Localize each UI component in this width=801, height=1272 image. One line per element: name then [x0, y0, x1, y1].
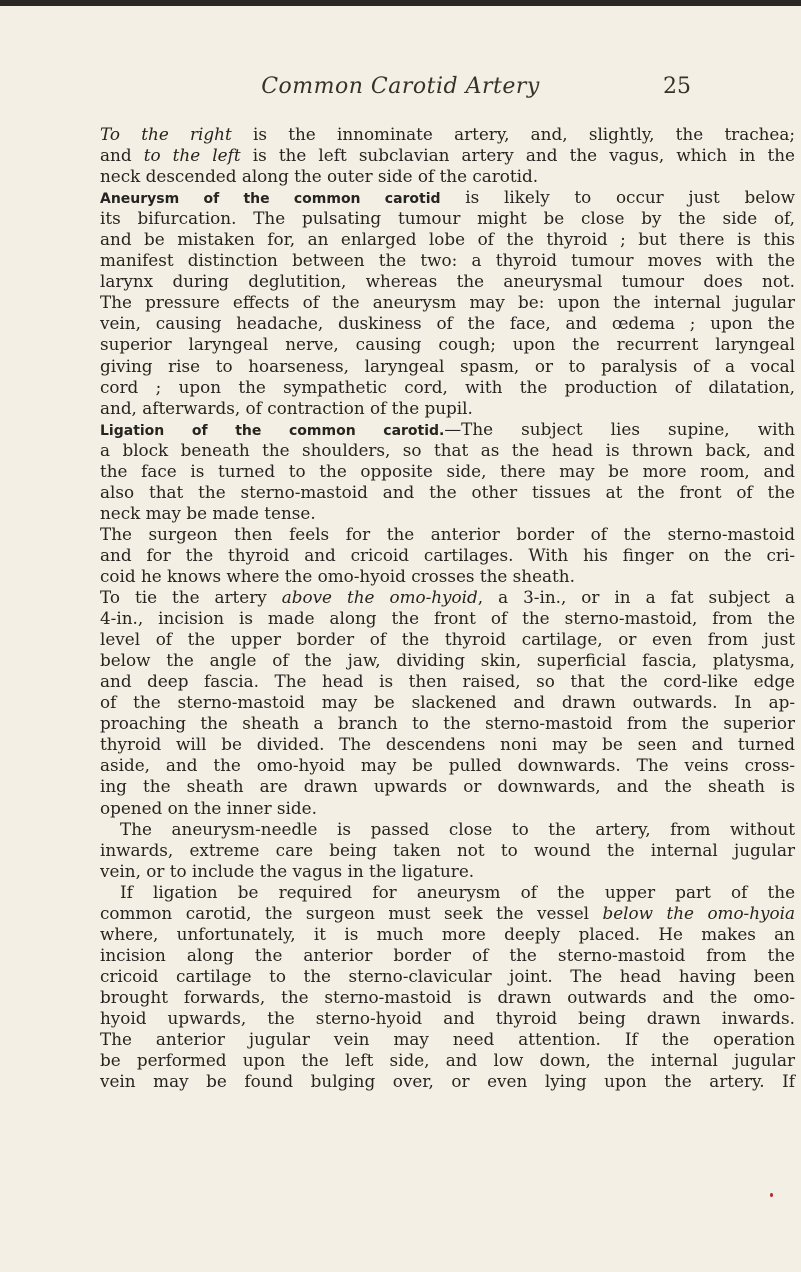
text-span: common carotid, the surgeon must seek the vessel [100, 902, 603, 923]
text-line: and, afterwards, of contraction of the pupil. [100, 397, 473, 418]
text-line: the face is turned to the opposite side, there may be more room, and [100, 460, 795, 481]
text-line: manifest distinction between the two: a thyroid tumour moves with the [100, 250, 795, 271]
text-line: The surgeon then feels for the anterior border of the sterno-mastoid [100, 523, 795, 544]
text-line: neck descended along the outer side of the carotid. [100, 166, 539, 187]
text-span: is likely to occur just below [440, 187, 795, 208]
italic-phrase: to the left [143, 145, 241, 166]
text-line [100, 187, 795, 208]
text-line: The aneurysm-needle is passed close to the artery, from without [120, 818, 795, 839]
italic-phrase: above the omo-hyoid [281, 587, 478, 608]
text-line: also that the sterno-mastoid and the other tissues at the front of the [100, 481, 795, 502]
text-span: To tie the artery [100, 587, 282, 608]
text-line [100, 419, 795, 440]
text-line [100, 903, 795, 924]
text-line: below the angle of the jaw, dividing skin, superficial fascia, platysma, [100, 650, 795, 671]
text-line: vein, or to include the vagus in the ligature. [100, 860, 475, 881]
text-line: The pressure effects of the aneurysm may be: upon the internal jugular [100, 292, 795, 313]
text-line: proaching the sheath a branch to the sterno-mastoid from the superior [100, 713, 795, 734]
text-line: 4-in., incision is made along the front of the sterno-mastoid, from the [100, 608, 795, 629]
text-line: and for the thyroid and cricoid cartilages. With his finger on the cri- [100, 544, 795, 565]
running-head: Common Carotid Artery [261, 74, 540, 99]
text-line: and deep fascia. The head is then raised, so that the cord-like edge [100, 671, 795, 692]
section-heading-ligation: Ligation of the common carotid. [100, 422, 445, 439]
page-number: 25 [663, 74, 691, 99]
ink-speck [770, 1193, 773, 1197]
italic-phrase: To the right [100, 124, 232, 144]
text-line: inwards, extreme care being taken not to wound the internal jugular [100, 839, 795, 860]
text-span: —The subject lies supine, with [444, 418, 795, 439]
text-line: a block beneath the shoulders, so that as the head is thrown back, and [100, 439, 795, 460]
text-line: its bifurcation. The pulsating tumour might be close by the side of, [100, 208, 795, 229]
text-line: hyoid upwards, the sterno-hyoid and thyroid being drawn inwards. [100, 1007, 795, 1028]
page-top-edge [0, 0, 801, 6]
text-line [100, 145, 795, 166]
text-span: and [100, 145, 144, 166]
section-heading-aneurysm: Aneurysm of the common carotid [100, 191, 441, 208]
body-text [100, 124, 795, 1092]
text-line: neck may be made tense. [100, 502, 316, 523]
text-line: be performed upon the left side, and low down, the internal jugular [100, 1050, 795, 1071]
text-span: is the left subclavian artery and the vagus, which in the [240, 145, 795, 166]
text-span: , a 3-in., or in a fat subject a [477, 587, 795, 608]
text-span: is the innominate artery, and, slightly, the trachea; [231, 124, 796, 144]
text-line: aside, and the omo-hyoid may be pulled downwards. The veins cross- [100, 755, 795, 776]
text-line: vein may be found bulging over, or even lying upon the artery. If [100, 1071, 795, 1092]
text-line: thyroid will be divided. The descendens noni may be seen and turned [100, 734, 795, 755]
text-line: incision along the anterior border of the sterno-mastoid from the [100, 944, 795, 965]
text-line: vein, causing headache, duskiness of the face, and œdema ; upon the [100, 313, 795, 334]
text-line: ing the sheath are drawn upwards or downwards, and the sheath is [100, 776, 795, 797]
text-line: larynx during deglutition, whereas the aneurysmal tumour does not. [100, 271, 795, 292]
text-line: level of the upper border of the thyroid cartilage, or even from just [100, 629, 795, 650]
text-line: coid he knows where the omo-hyoid crosses the sheath. [100, 565, 575, 586]
page-header [0, 62, 801, 102]
text-line [100, 587, 795, 608]
text-line: The anterior jugular vein may need attention. If the operation [100, 1029, 795, 1050]
text-line: and be mistaken for, an enlarged lobe of the thyroid ; but there is this [100, 229, 795, 250]
text-line: opened on the inner side. [100, 797, 317, 818]
text-line [100, 124, 795, 145]
text-line: If ligation be required for aneurysm of the upper part of the [120, 881, 795, 902]
text-line: cricoid cartilage to the sterno-clavicular joint. The head having been [100, 965, 795, 986]
text-line: superior laryngeal nerve, causing cough; upon the recurrent laryngeal [100, 334, 795, 355]
text-line: of the sterno-mastoid may be slackened and drawn outwards. In ap- [100, 692, 795, 713]
text-line: brought forwards, the sterno-mastoid is drawn outwards and the omo- [100, 986, 795, 1007]
italic-phrase: below the omo-hyoia [602, 902, 795, 923]
text-line: where, unfortunately, it is much more deeply placed. He makes an [100, 923, 795, 944]
text-line: giving rise to hoarseness, laryngeal spasm, or to paralysis of a vocal [100, 355, 795, 376]
text-line: cord ; upon the sympathetic cord, with the production of dilatation, [100, 376, 795, 397]
